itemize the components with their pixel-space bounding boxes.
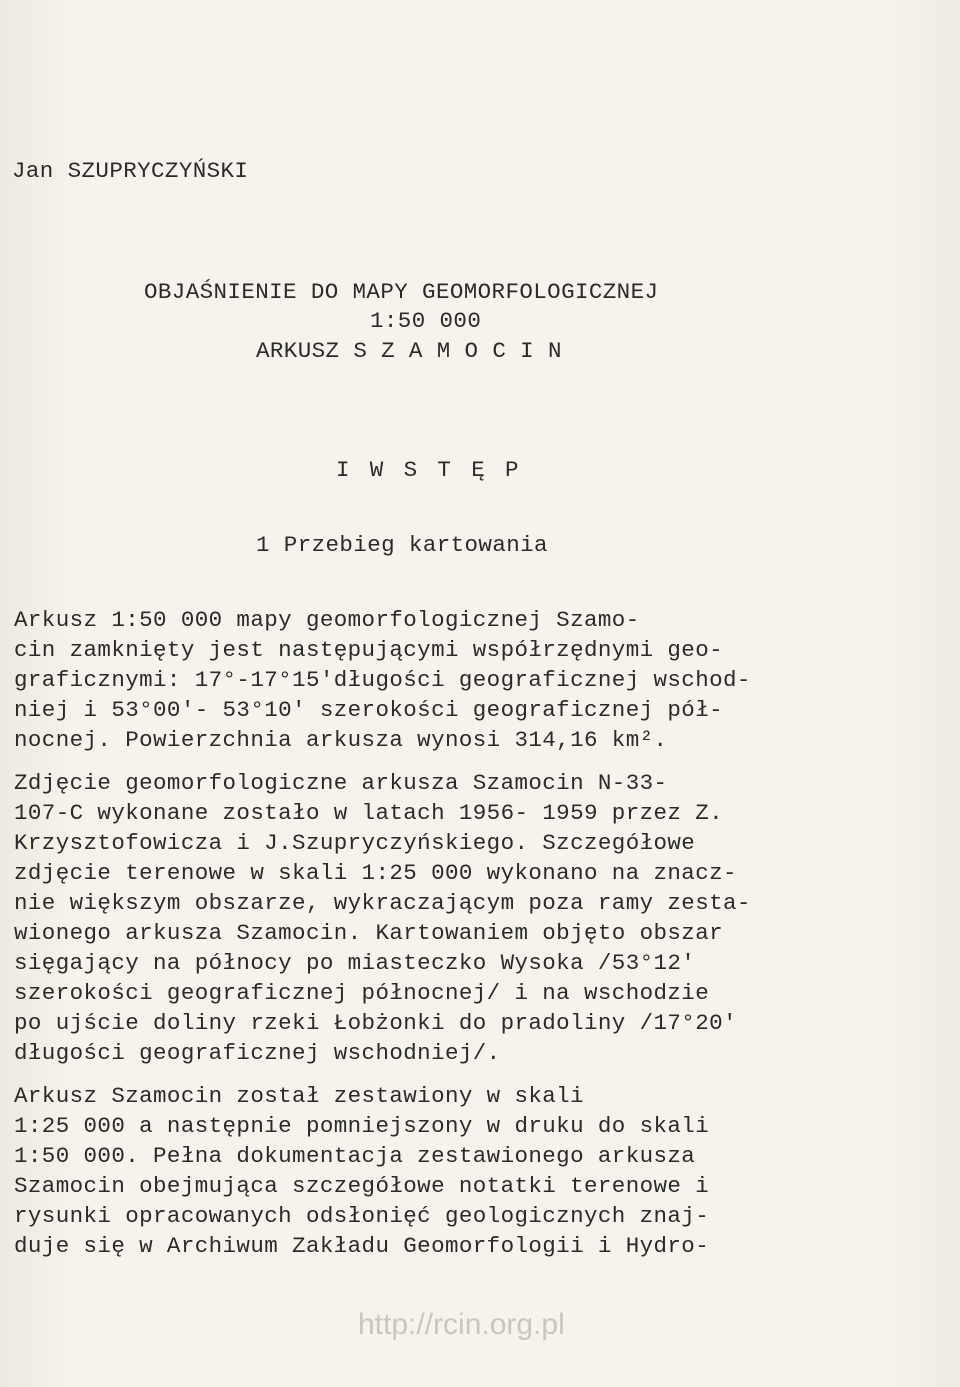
paragraph-2-line: Krzysztofowicza i J.Szupryczyńskiego. Szczegółowe <box>14 830 696 856</box>
paragraph-3-line: rysunki opracowanych odsłonięć geologicznych znaj- <box>14 1203 710 1229</box>
paragraph-2-line: Zdjęcie geomorfologiczne arkusza Szamocin N-33- <box>14 770 668 796</box>
paragraph-2-line: długości geograficznej wschodniej/. <box>14 1040 501 1066</box>
paragraph-2-line: 107-C wykonane zostało w latach 1956- 1959 przez Z. <box>14 800 724 826</box>
paragraph-3-line: Szamocin obejmująca szczegółowe notatki terenowe i <box>14 1173 710 1199</box>
document-title-line-1: OBJAŚNIENIE DO MAPY GEOMORFOLOGICZNEJ <box>144 279 659 305</box>
section-heading: 1 Przebieg kartowania <box>256 532 548 558</box>
document-title-scale: 1:50 000 <box>370 308 482 334</box>
document-title-sheet: ARKUSZ S Z A M O C I N <box>256 338 562 364</box>
paragraph-1-line: nocnej. Powierzchnia arkusza wynosi 314,16 km². <box>14 727 668 753</box>
paragraph-2-line: nie większym obszarze, wykraczającym poza ramy zesta- <box>14 890 751 916</box>
paragraph-2-line: po ujście doliny rzeki Łobżonki do pradoliny /17°20' <box>14 1010 737 1036</box>
paragraph-1-line: Arkusz 1:50 000 mapy geomorfologicznej Szamo- <box>14 607 640 633</box>
paragraph-1-line: niej i 53°00'- 53°10' szerokości geograficznej pół- <box>14 697 724 723</box>
source-watermark: http://rcin.org.pl <box>358 1308 565 1341</box>
paragraph-3-line: 1:25 000 a następnie pomniejszony w druku do skali <box>14 1113 710 1139</box>
author-name: Jan SZUPRYCZYŃSKI <box>12 158 249 184</box>
paragraph-1-line: cin zamknięty jest następującymi współrzędnymi geo- <box>14 637 724 663</box>
paragraph-2-line: wionego arkusza Szamocin. Kartowaniem objęto obszar <box>14 920 724 946</box>
paragraph-2-line: sięgający na północy po miasteczko Wysoka /53°12' <box>14 950 696 976</box>
paragraph-3-line: duje się w Archiwum Zakładu Geomorfologii i Hydro- <box>14 1233 710 1259</box>
paragraph-2-line: szerokości geograficznej północnej/ i na wschodzie <box>14 980 710 1006</box>
chapter-heading: I W S T Ę P <box>336 457 519 483</box>
paragraph-3-line: 1:50 000. Pełna dokumentacja zestawionego arkusza <box>14 1143 696 1169</box>
paragraph-2-line: zdjęcie terenowe w skali 1:25 000 wykonano na znacz- <box>14 860 737 886</box>
paragraph-1-line: graficznymi: 17°-17°15'długości geograficznej wschod- <box>14 667 751 693</box>
paragraph-3-line: Arkusz Szamocin został zestawiony w skali <box>14 1083 584 1109</box>
